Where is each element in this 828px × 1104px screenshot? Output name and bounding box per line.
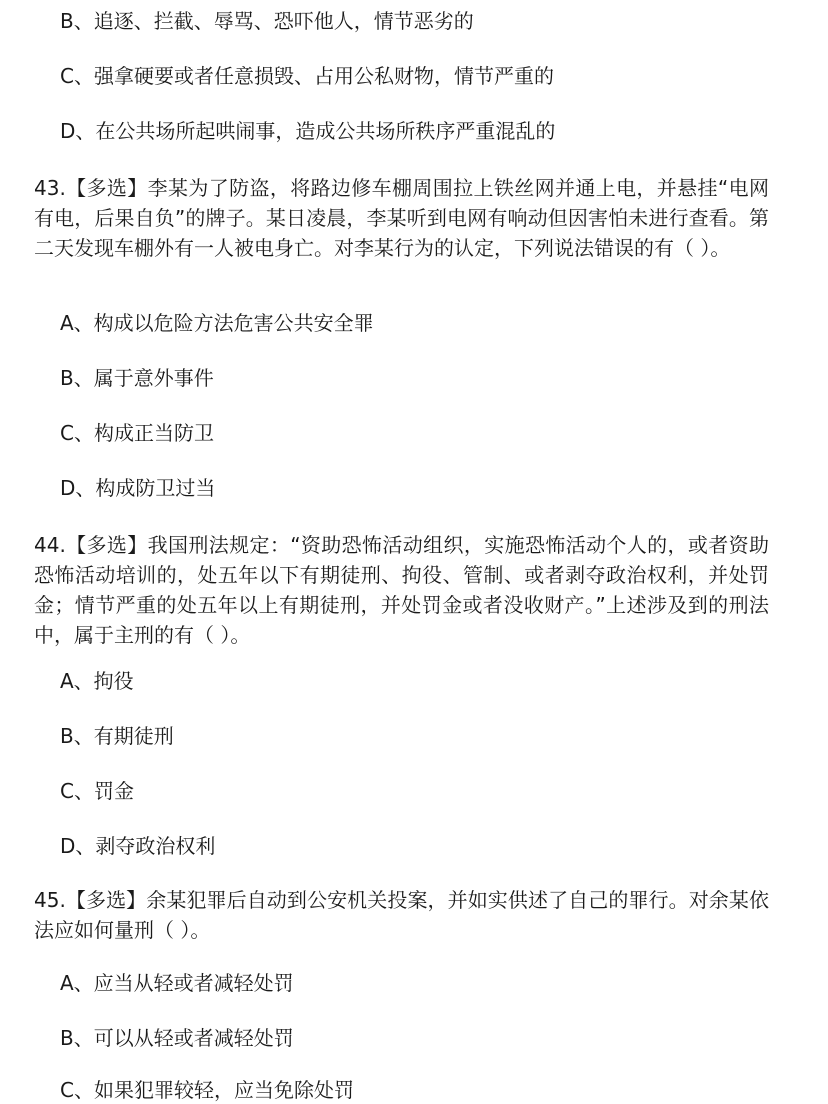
question-44-option-d: D、剥夺政治权利	[60, 834, 216, 858]
question-44-option-a: A、拘役	[60, 669, 134, 693]
question-43-option-c: C、构成正当防卫	[60, 421, 214, 445]
question-45-option-b: B、可以从轻或者减轻处罚	[60, 1026, 294, 1050]
question-45-option-c: C、如果犯罪较轻，应当免除处罚	[60, 1078, 354, 1102]
question-43-option-d: D、构成防卫过当	[60, 476, 216, 500]
option-d: D、在公共场所起哄闹事，造成公共场所秩序严重混乱的	[60, 119, 556, 143]
option-c: C、强拿硬要或者任意损毁、占用公私财物，情节严重的	[60, 64, 554, 88]
question-43-stem: 43.【多选】李某为了防盗，将路边修车棚周围拉上铁丝网并通上电，并悬挂“电网有电，后果自负”的牌子。某日凌晨，李某听到电网有响动但因害怕未进行查看。第二天发现车棚外有一人被电身亡。对李某行为的认定，下列说法错误的有（ ）。	[34, 176, 769, 260]
question-43-option-b: B、属于意外事件	[60, 366, 214, 390]
question-45-option-a: A、应当从轻或者减轻处罚	[60, 971, 294, 995]
question-44-option-c: C、罚金	[60, 779, 134, 803]
option-b: B、追逐、拦截、辱骂、恐吓他人，情节恶劣的	[60, 9, 474, 33]
question-44-stem: 44.【多选】我国刑法规定：“资助恐怖活动组织，实施恐怖活动个人的，或者资助恐怖活动培训的，处五年以下有期徒刑、拘役、管制、或者剥夺政治权利，并处罚金；情节严重的处五年以上有期徒刑，并处罚金或者没收财产。”上述涉及到的刑法中，属于主刑的有（ ）。	[34, 533, 769, 647]
question-45-stem: 45.【多选】余某犯罪后自动到公安机关投案，并如实供述了自己的罪行。对余某依法应如何量刑（ ）。	[34, 888, 769, 942]
question-43-option-a: A、构成以危险方法危害公共安全罪	[60, 311, 374, 335]
question-44-option-b: B、有期徒刑	[60, 724, 174, 748]
